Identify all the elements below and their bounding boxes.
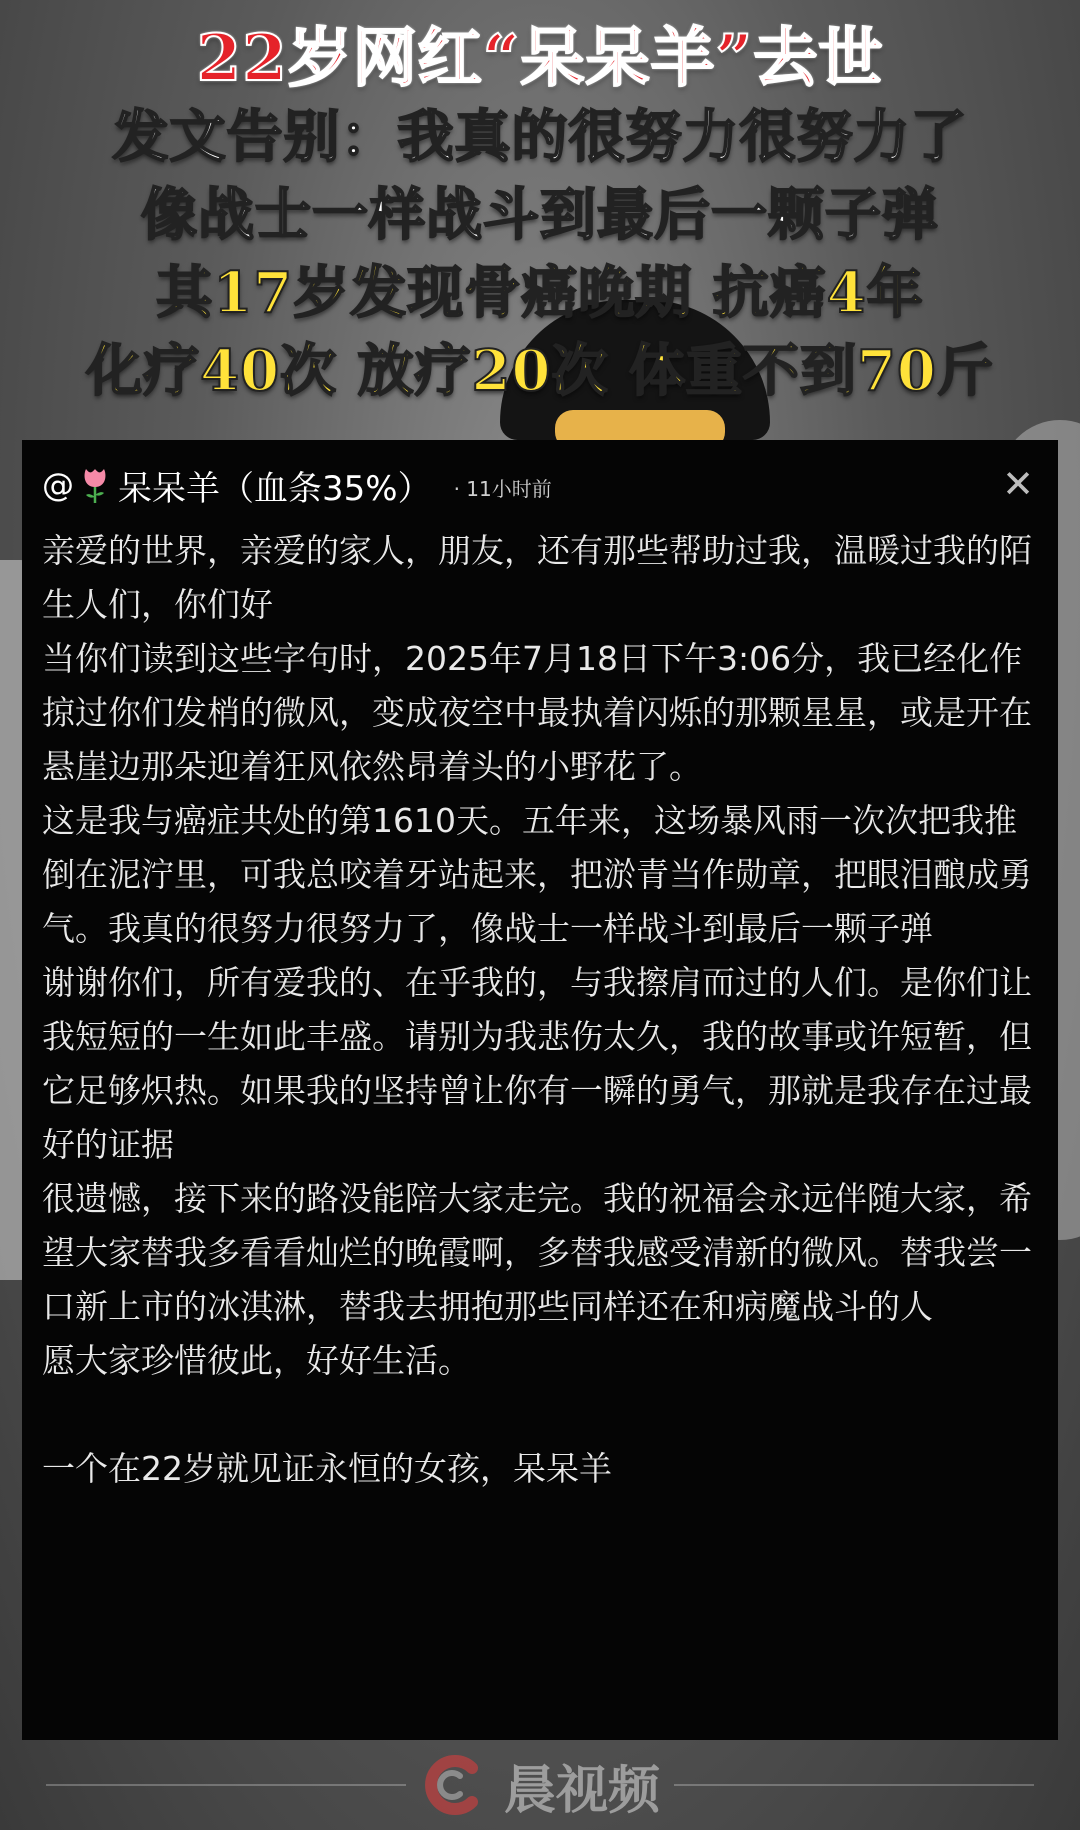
- username[interactable]: 呆呆羊（血条35%）: [118, 468, 432, 509]
- headline-title: 22岁网红“呆呆羊”去世: [196, 21, 884, 96]
- post-header: [42, 460, 1038, 510]
- watermark-divider-right: [674, 1784, 1034, 1786]
- post-paragraph: 当你们读到这些字句时，2025年7月18日下午3:06分，我已经化作掠过你们发梢的微风，变成夜空中最执着闪烁的那颗星星，或是开在悬崖边那朵迎着狂风依然昂着头的小野花了。: [42, 639, 1032, 786]
- post-paragraph: 这是我与癌症共处的第1610天。五年来，这场暴风雨一次次把我推倒在泥泞里，可我总咬着牙站起来，把淤青当作勋章，把眼泪酿成勇气。我真的很努力很努力了，像战士一样战斗到最后一颗子弹: [42, 801, 1032, 948]
- headline-subtitle-1: 发文告别：我真的很努力很努力了: [112, 104, 968, 170]
- post-body: [42, 524, 1042, 1496]
- post-card: [22, 440, 1058, 1740]
- post-paragraph: 愿大家珍惜彼此，好好生活。: [42, 1341, 471, 1380]
- at-symbol: @: [42, 466, 74, 504]
- post-paragraph: 亲爱的世界，亲爱的家人，朋友，还有那些帮助过我，温暖过我的陌生人们，你们好: [42, 531, 1032, 624]
- chenshipin-logo-icon: [420, 1750, 490, 1820]
- watermark-divider-left: [46, 1784, 406, 1786]
- watermark: [0, 1750, 1080, 1820]
- watermark-text: 晨视频: [503, 1760, 660, 1821]
- headline-fact-1: 其17岁发现骨癌晚期 抗癌4年: [156, 260, 924, 326]
- headline-subtitle-2: 像战士一样战斗到最后一颗子弹: [141, 182, 939, 248]
- tulip-icon: [78, 465, 112, 505]
- post-paragraph: 谢谢你们，所有爱我的、在乎我的，与我擦肩而过的人们。是你们让我短短的一生如此丰盛。请别为我悲伤太久，我的故事或许短暂，但它足够炽热。如果我的坚持曾让你有一瞬的勇气，那就是我存在过最好的证据: [42, 963, 1032, 1164]
- headline-fact-2: 化疗40次 放疗20次 体重不到70斤: [86, 338, 994, 404]
- post-signature: 一个在22岁就见证永恒的女孩，呆呆羊: [42, 1449, 612, 1488]
- headline-caption: [0, 20, 1080, 410]
- post-time: · 11小时前: [454, 473, 552, 502]
- close-icon[interactable]: ✕: [1002, 462, 1034, 506]
- post-paragraph: 很遗憾，接下来的路没能陪大家走完。我的祝福会永远伴随大家，希望大家替我多看看灿烂的晚霞啊，多替我感受清新的微风。替我尝一口新上市的冰淇淋，替我去拥抱那些同样还在和病魔战斗的人: [42, 1179, 1032, 1326]
